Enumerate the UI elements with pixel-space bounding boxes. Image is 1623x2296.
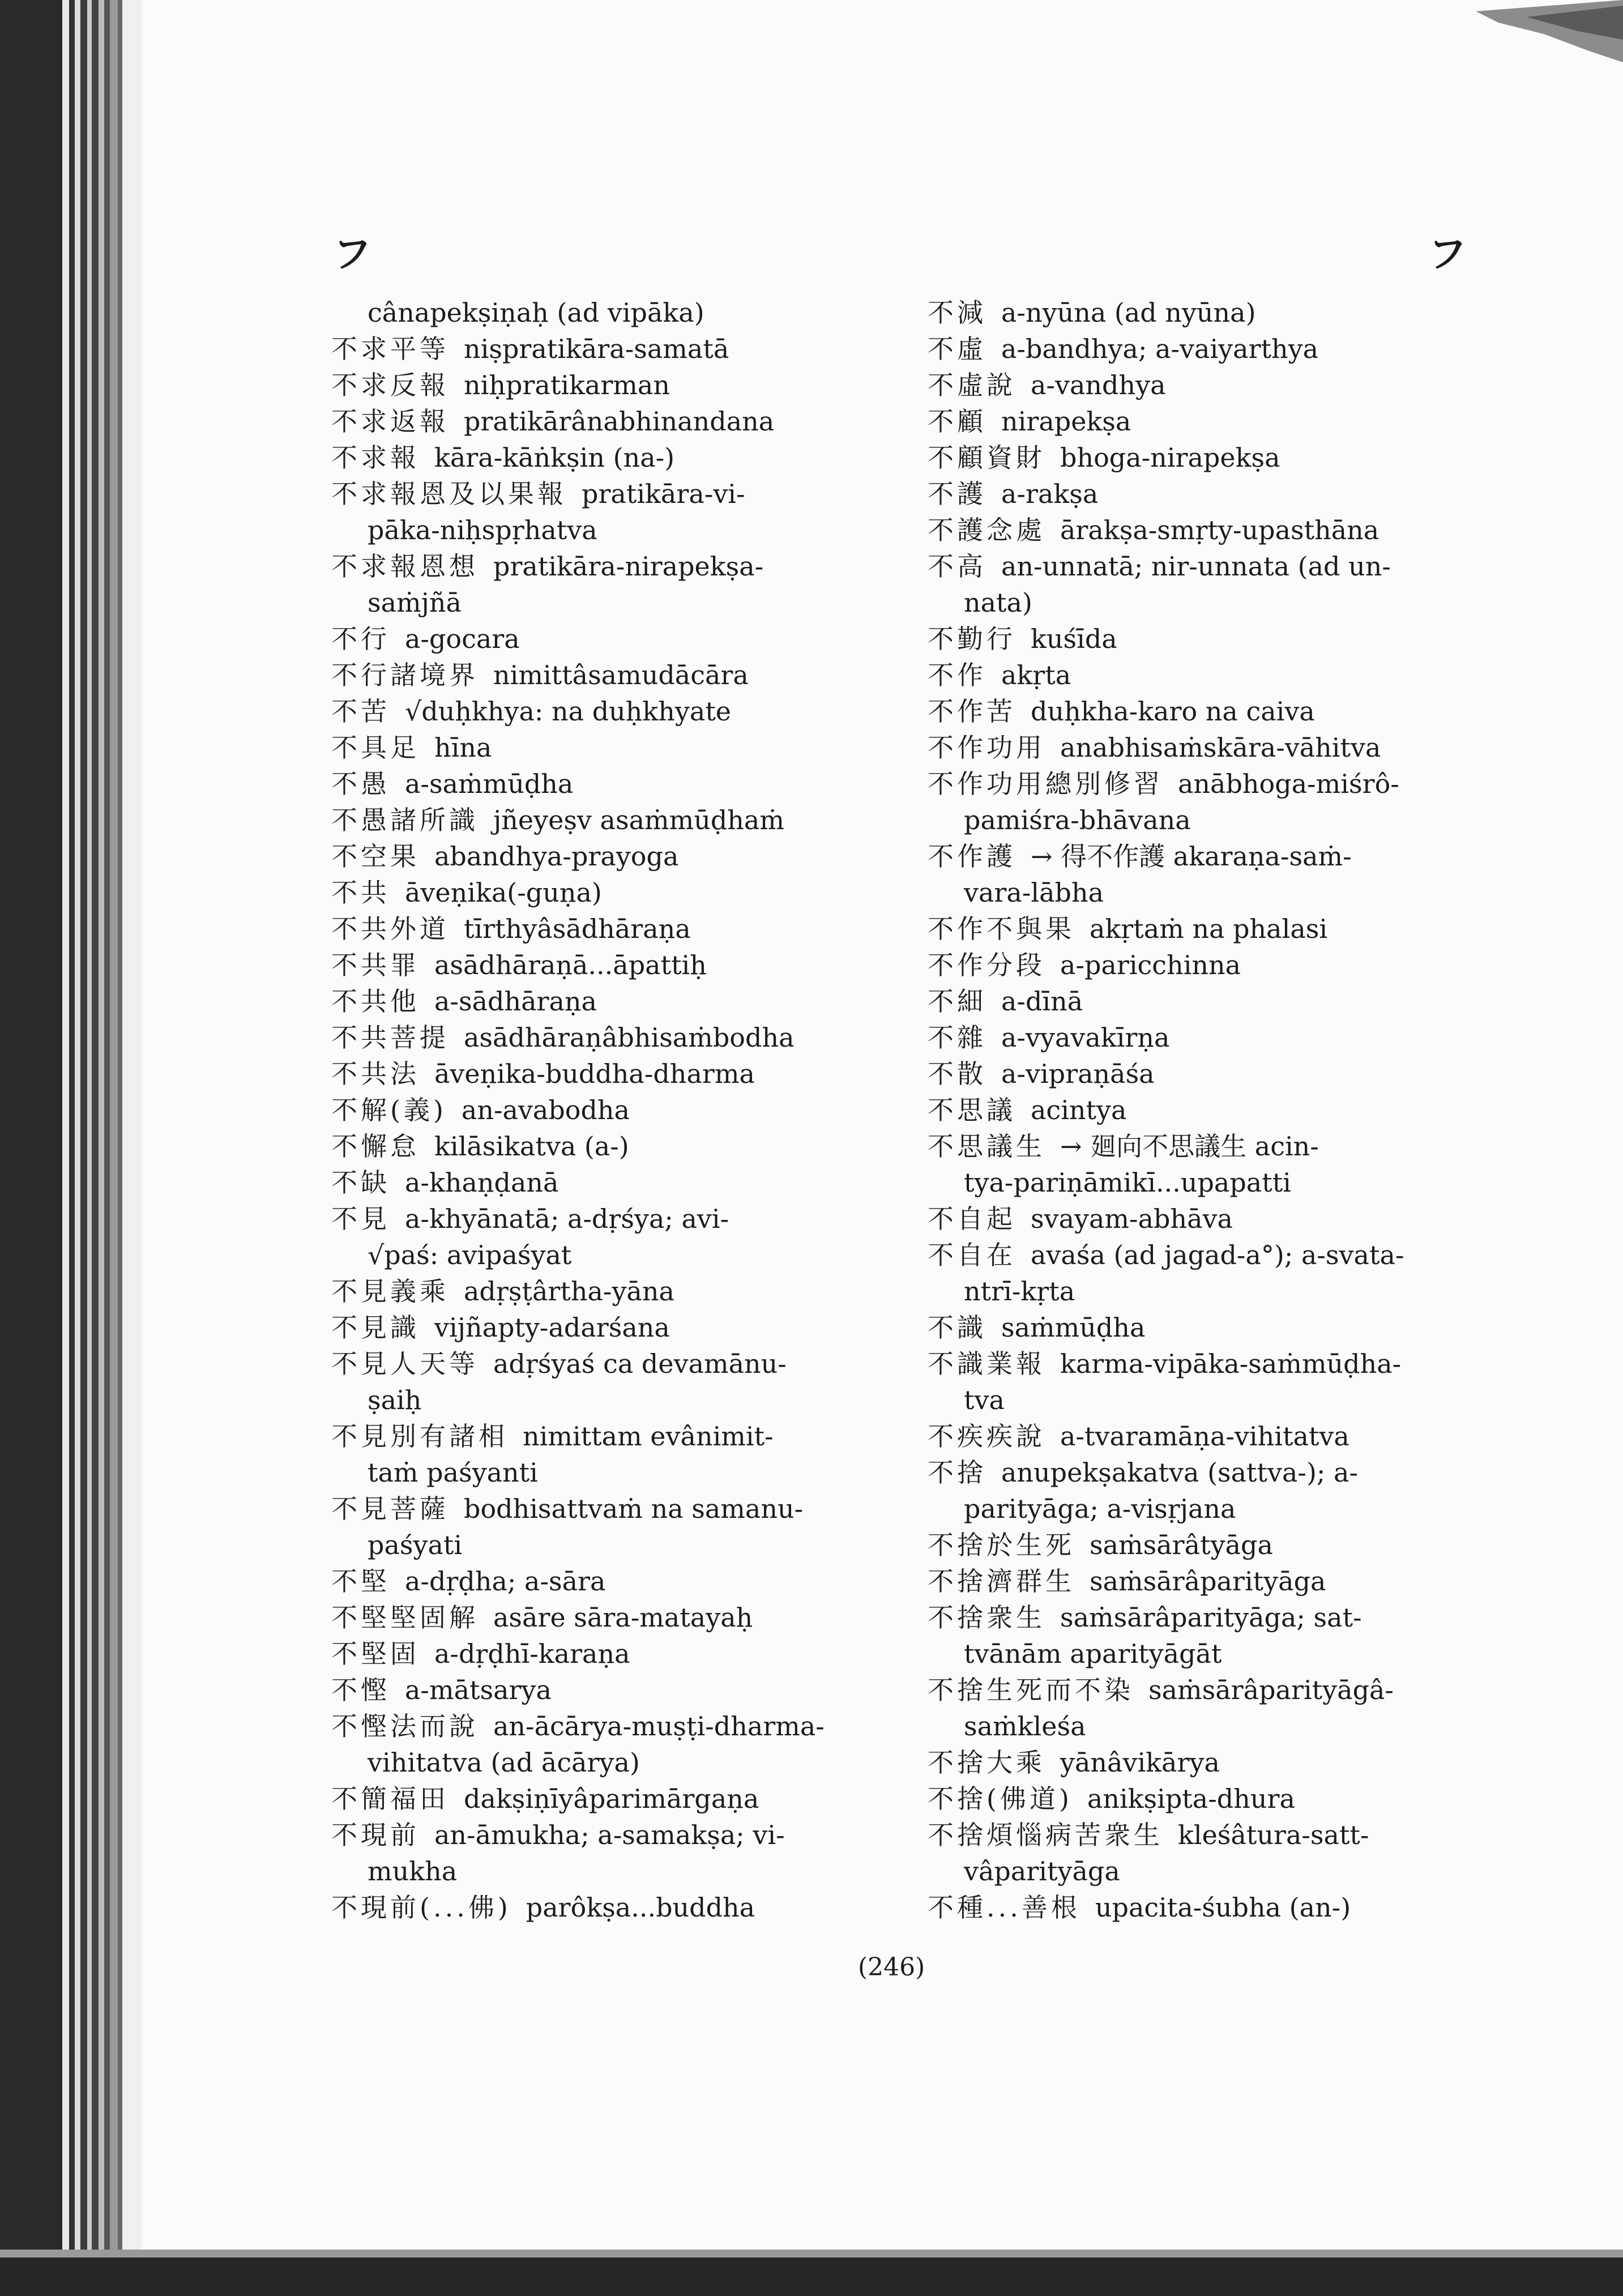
entry-headword: 不求報恩及以果報 <box>331 479 567 509</box>
dictionary-entry <box>928 1056 1466 1092</box>
entry-sanskrit: saṁsārâparityāgâ- <box>1148 1675 1394 1705</box>
dictionary-entry <box>928 1817 1466 1853</box>
dictionary-entry <box>928 1563 1466 1599</box>
entry-sanskrit: acintya <box>1031 1095 1127 1125</box>
dictionary-entry <box>331 331 881 367</box>
entry-headword: 不捨衆生 <box>928 1602 1045 1633</box>
entry-sanskrit: a-saṁmūḍha <box>405 769 574 799</box>
dictionary-entry <box>928 1889 1466 1926</box>
entry-headword: 不見菩薩 <box>331 1493 449 1524</box>
dictionary-entry <box>331 657 881 693</box>
entry-sanskrit: a-dīnā <box>1001 986 1083 1017</box>
left-column <box>331 295 881 1926</box>
entry-continuation: mukha <box>368 1856 458 1887</box>
entry-sanskrit: nirapekṣa <box>1001 406 1131 437</box>
entry-headword: 不雜 <box>928 1022 986 1053</box>
dictionary-entry <box>928 1599 1466 1636</box>
dictionary-entry <box>928 1128 1466 1164</box>
dictionary-entry <box>331 1781 881 1817</box>
entry-headword: 不求反報 <box>331 370 449 400</box>
dictionary-entry <box>331 911 881 947</box>
entry-headword: 不種...善根 <box>928 1892 1080 1923</box>
entry-sanskrit: yānâvikārya <box>1060 1747 1220 1778</box>
entry-headword: 不慳法而說 <box>331 1711 479 1742</box>
entry-headword: 不愚 <box>331 769 390 799</box>
entry-sanskrit: anabhisaṁskāra-vāhitva <box>1060 732 1381 763</box>
dictionary-entry <box>331 1636 881 1672</box>
dictionary-entry <box>331 1491 881 1527</box>
dictionary-entry <box>928 947 1466 983</box>
dictionary-entry <box>928 729 1466 766</box>
entry-sanskrit: avaśa (ad jagad-a°); a-svata- <box>1031 1240 1404 1270</box>
entry-headword: 不懈怠 <box>331 1131 420 1162</box>
entry-headword: 不識 <box>928 1312 986 1343</box>
entry-headword: 不作分段 <box>928 950 1045 980</box>
entry-sanskrit: a-vandhya <box>1031 370 1166 400</box>
entry-continuation: saṁjñā <box>368 587 462 618</box>
dictionary-entry <box>331 1092 881 1128</box>
dictionary-entry <box>331 693 881 729</box>
entry-sanskrit: a-dṛḍha; a-sāra <box>405 1566 606 1597</box>
entry-continuation: vâparityāga <box>964 1856 1120 1887</box>
entry-headword: 不捨生死而不染 <box>928 1675 1134 1705</box>
dictionary-entry <box>331 1019 881 1056</box>
entry-sanskrit: nimittâsamudācāra <box>493 660 749 690</box>
entry-sanskrit: an-ācārya-muṣṭi-dharma- <box>493 1711 825 1742</box>
dictionary-entry <box>331 1708 881 1744</box>
dictionary-entry <box>928 1346 1466 1382</box>
entry-continuation: tvānām aparityāgāt <box>964 1638 1222 1669</box>
entry-headword: 不見別有諸相 <box>331 1421 508 1452</box>
entry-sanskrit: an-unnatā; nir-unnata (ad un- <box>1001 551 1391 582</box>
dictionary-entry <box>928 911 1466 947</box>
entry-headword: 不求報 <box>331 442 420 473</box>
book-spine-shadow <box>0 0 142 2296</box>
entry-continuation: √paś: avipaśyat <box>368 1240 572 1270</box>
dictionary-entry <box>331 1273 881 1309</box>
dictionary-entry <box>928 476 1466 512</box>
entry-sanskrit: anābhoga-miśrô- <box>1178 769 1399 799</box>
running-header-left: フ <box>333 232 372 277</box>
entry-headword: 不行諸境界 <box>331 660 479 690</box>
dictionary-entry <box>331 621 881 657</box>
entry-sanskrit: adṛśyaś ca devamānu- <box>493 1348 787 1379</box>
dictionary-entry <box>928 295 1466 331</box>
entry-headword: 不作不與果 <box>928 914 1075 944</box>
dictionary-entry <box>928 1744 1466 1781</box>
entry-sanskrit: akṛta <box>1001 660 1071 690</box>
entry-sanskrit: abandhya-prayoga <box>434 841 679 872</box>
dictionary-entry <box>331 439 881 476</box>
dictionary-entry <box>928 766 1466 802</box>
entry-sanskrit: upacita-śubha (an-) <box>1095 1892 1351 1923</box>
dictionary-entry <box>331 403 881 439</box>
entry-sanskrit: ārakṣa-smṛty-upasthāna <box>1060 515 1379 545</box>
entry-sanskrit: an-āmukha; a-samakṣa; vi- <box>434 1820 785 1850</box>
entry-sanskrit: adṛṣṭârtha-yāna <box>464 1276 674 1307</box>
entry-continuation: tva <box>964 1385 1005 1415</box>
entry-headword: 不求報恩想 <box>331 551 479 582</box>
entry-headword: 不捨煩惱病苦衆生 <box>928 1820 1163 1850</box>
entry-headword: 不顧資財 <box>928 442 1045 473</box>
right-column <box>928 295 1466 1926</box>
entry-headword: 不捨於生死 <box>928 1530 1075 1560</box>
entry-sanskrit: a-vipraṇāśa <box>1001 1059 1155 1089</box>
entry-headword: 不捨(佛道) <box>928 1783 1073 1814</box>
entry-headword: 不捨 <box>928 1457 986 1488</box>
entry-headword: 不作苦 <box>928 696 1016 727</box>
dictionary-entry <box>331 1346 881 1382</box>
entry-sanskrit: a-paricchinna <box>1060 950 1241 980</box>
entry-headword: 不護念處 <box>928 515 1045 545</box>
dictionary-entry <box>928 1527 1466 1563</box>
entry-headword: 不苦 <box>331 696 390 727</box>
entry-sanskrit: asāre sāra-matayaḥ <box>493 1602 753 1633</box>
dictionary-entry <box>331 838 881 874</box>
entry-headword: 不勤行 <box>928 624 1016 654</box>
dictionary-entry <box>331 983 881 1019</box>
dictionary-entry <box>331 1164 881 1201</box>
entry-continuation: pamiśra-bhāvana <box>964 805 1191 835</box>
entry-headword: 不具足 <box>331 732 420 763</box>
dictionary-entry <box>331 1889 881 1926</box>
entry-headword: 不堅 <box>331 1566 390 1597</box>
entry-headword: 不堅固 <box>331 1638 420 1669</box>
entry-sanskrit: a-nyūna (ad nyūna) <box>1001 297 1256 328</box>
entry-sanskrit: niḥpratikarman <box>464 370 670 400</box>
dictionary-entry <box>928 983 1466 1019</box>
dictionary-entry <box>928 1781 1466 1817</box>
entry-headword: 不簡福田 <box>331 1783 449 1814</box>
entry-sanskrit: saṁsārâparityāga <box>1090 1566 1326 1597</box>
scan-bottom-band <box>0 2250 1623 2296</box>
dictionary-entry <box>928 838 1466 874</box>
entry-headword: 不堅堅固解 <box>331 1602 479 1633</box>
entry-sanskrit: a-tvaramāṇa-vihitatva <box>1060 1421 1349 1452</box>
entry-headword: 不顧 <box>928 406 986 437</box>
entry-headword: 不護 <box>928 479 986 509</box>
entry-sanskrit: bhoga-nirapekṣa <box>1060 442 1280 473</box>
entry-headword: 不高 <box>928 551 986 582</box>
entry-headword: 不共菩提 <box>331 1022 449 1053</box>
entry-headword: 不減 <box>928 297 986 328</box>
entry-sanskrit: duḥkha-karo na caiva <box>1031 696 1315 727</box>
dictionary-entry <box>331 367 881 403</box>
entry-headword: 不作功用 <box>928 732 1045 763</box>
entry-headword: 不共他 <box>331 986 420 1017</box>
entry-headword: 不自在 <box>928 1240 1016 1270</box>
entry-sanskrit: pratikāra-nirapekṣa- <box>493 551 764 582</box>
page-number: (246) <box>858 1953 925 1982</box>
entry-sanskrit: kilāsikatva (a-) <box>434 1131 629 1162</box>
dictionary-entry <box>331 1418 881 1454</box>
entry-headword: 不共法 <box>331 1059 420 1089</box>
entry-sanskrit: dakṣiṇīyâparimārgaṇa <box>464 1783 759 1814</box>
entry-sanskrit: → 得不作護 akaraṇa-saṁ- <box>1031 841 1352 872</box>
entry-headword: 不虛說 <box>928 370 1016 400</box>
entry-headword: 不虛 <box>928 334 986 364</box>
entry-headword: 不識業報 <box>928 1348 1045 1379</box>
dictionary-entry <box>928 548 1466 584</box>
entry-headword: 不思議 <box>928 1095 1016 1125</box>
entry-headword: 不作功用總別修習 <box>928 769 1163 799</box>
dictionary-entry <box>928 1092 1466 1128</box>
dictionary-entry <box>928 367 1466 403</box>
entry-headword: 不求返報 <box>331 406 449 437</box>
dictionary-entry <box>331 548 881 584</box>
dictionary-entry <box>331 1128 881 1164</box>
dictionary-entry <box>928 512 1466 548</box>
dictionary-entry <box>928 403 1466 439</box>
entry-sanskrit: a-mātsarya <box>405 1675 552 1705</box>
dictionary-entry <box>331 874 881 911</box>
entry-sanskrit: vijñapty-adarśana <box>434 1312 670 1343</box>
entry-sanskrit: parôkṣa...buddha <box>526 1892 755 1923</box>
entry-sanskrit: āveṇika(-guṇa) <box>405 877 602 908</box>
entry-continuation: vihitatva (ad ācārya) <box>368 1747 640 1778</box>
entry-headword: 不解(義) <box>331 1095 447 1125</box>
dictionary-entry <box>331 1563 881 1599</box>
entry-headword: 不自起 <box>928 1204 1016 1234</box>
entry-headword: 不求平等 <box>331 334 449 364</box>
entry-headword: 不捨大乘 <box>928 1747 1045 1778</box>
dictionary-entry <box>928 439 1466 476</box>
dictionary-entry <box>928 621 1466 657</box>
entry-sanskrit: anupekṣakatva (sattva-); a- <box>1001 1457 1359 1488</box>
entry-headword: 不缺 <box>331 1167 390 1198</box>
entry-sanskrit: a-bandhya; a-vaiyarthya <box>1001 334 1319 364</box>
entry-continuation: tya-pariṇāmikī...upapatti <box>964 1167 1291 1198</box>
dictionary-entry <box>331 729 881 766</box>
entry-continuation: nata) <box>964 587 1032 618</box>
entry-continuation: saṁkleśa <box>964 1711 1086 1742</box>
entry-continuation: parityāga; a-visṛjana <box>964 1493 1236 1524</box>
entry-sanskrit: saṁsārâparityāga; sat- <box>1060 1602 1362 1633</box>
entry-continuation: taṁ paśyanti <box>368 1457 538 1488</box>
dictionary-entry <box>331 766 881 802</box>
entry-sanskrit: svayam-abhāva <box>1031 1204 1233 1234</box>
entry-sanskrit: āveṇika-buddha-dharma <box>434 1059 755 1089</box>
entry-sanskrit: saṁsārâtyāga <box>1090 1530 1273 1560</box>
entry-sanskrit: a-gocara <box>405 624 520 654</box>
entry-sanskrit: jñeyeṣv asaṁmūḍhaṁ <box>493 805 784 835</box>
entry-sanskrit: anikṣipta-dhura <box>1087 1783 1295 1814</box>
entry-sanskrit: kāra-kāṅkṣin (na-) <box>434 442 675 473</box>
dictionary-entry <box>928 1237 1466 1273</box>
entry-sanskrit: → 廻向不思議生 acin- <box>1060 1131 1319 1162</box>
entry-headword: 不見人天等 <box>331 1348 479 1379</box>
entry-headword: 不細 <box>928 986 986 1017</box>
entry-headword: 不共罪 <box>331 950 420 980</box>
entry-continuation: vara-lābha <box>964 877 1104 908</box>
entry-sanskrit: bodhisattvaṁ na samanu- <box>464 1493 804 1524</box>
entry-headword: 不現前(...佛) <box>331 1892 511 1923</box>
entry-headword: 不見義乘 <box>331 1276 449 1307</box>
entry-sanskrit: a-rakṣa <box>1001 479 1099 509</box>
entry-sanskrit: akṛtaṁ na phalasi <box>1090 914 1328 944</box>
dictionary-entry <box>928 1418 1466 1454</box>
dictionary-entry <box>331 1201 881 1237</box>
entry-sanskrit: karma-vipāka-saṁmūḍha- <box>1060 1348 1402 1379</box>
entry-headword: 不慳 <box>331 1675 390 1705</box>
entry-headword: 不思議生 <box>928 1131 1045 1162</box>
entry-headword: 不行 <box>331 624 390 654</box>
dictionary-entry <box>331 802 881 838</box>
entry-sanskrit: asādhāraṇā...āpattiḥ <box>434 950 707 980</box>
entry-sanskrit: a-vyavakīrṇa <box>1001 1022 1170 1053</box>
entry-headword: 不作護 <box>928 841 1016 872</box>
entry-headword: 不見識 <box>331 1312 420 1343</box>
entry-sanskrit: saṁmūḍha <box>1001 1312 1146 1343</box>
entry-headword: 不空果 <box>331 841 420 872</box>
dictionary-entry <box>331 947 881 983</box>
dictionary-entry <box>331 1309 881 1346</box>
entry-headword: 不共外道 <box>331 914 449 944</box>
entry-headword: 不作 <box>928 660 986 690</box>
entry-sanskrit: √duḥkhya: na duḥkhyate <box>405 696 732 727</box>
entry-sanskrit: nimittam evânimit- <box>523 1421 774 1452</box>
running-header-right: フ <box>1428 232 1467 277</box>
entry-continuation: pāka-niḥspṛhatva <box>368 515 597 545</box>
entry-sanskrit: a-khaṇḍanā <box>405 1167 559 1198</box>
entry-headword: 不見 <box>331 1204 390 1234</box>
dictionary-entry <box>331 1599 881 1636</box>
dictionary-entry <box>928 1309 1466 1346</box>
dictionary-entry <box>928 331 1466 367</box>
dictionary-entry <box>331 476 881 512</box>
entry-continuation: cânapekṣiṇaḥ (ad vipāka) <box>368 297 704 328</box>
dictionary-entry <box>331 1056 881 1092</box>
entry-sanskrit: kleśâtura-satt- <box>1178 1820 1369 1850</box>
entry-headword: 不共 <box>331 877 390 908</box>
dictionary-entry <box>928 657 1466 693</box>
entry-headword: 不疾疾說 <box>928 1421 1045 1452</box>
dictionary-entry <box>331 1672 881 1708</box>
entry-sanskrit: an-avabodha <box>461 1095 630 1125</box>
entry-sanskrit: pratikārânabhinandana <box>464 406 775 437</box>
dictionary-entry <box>928 693 1466 729</box>
entry-sanskrit: tīrthyâsādhāraṇa <box>464 914 691 944</box>
entry-continuation: ṣaiḥ <box>368 1385 422 1415</box>
entry-sanskrit: hīna <box>434 732 492 763</box>
entry-sanskrit: kuśīda <box>1031 624 1117 654</box>
entry-sanskrit: asādhāraṇâbhisaṁbodha <box>464 1022 795 1053</box>
dictionary-entry <box>928 1019 1466 1056</box>
entry-sanskrit: a-dṛḍhī-karaṇa <box>434 1638 630 1669</box>
entry-headword: 不捨濟群生 <box>928 1566 1075 1597</box>
dictionary-entry <box>928 1454 1466 1491</box>
entry-sanskrit: niṣpratikāra-samatā <box>464 334 729 364</box>
entry-sanskrit: a-sādhāraṇa <box>434 986 597 1017</box>
dictionary-entry <box>331 1817 881 1853</box>
entry-headword: 不現前 <box>331 1820 420 1850</box>
dictionary-entry <box>928 1672 1466 1708</box>
entry-headword: 不愚諸所識 <box>331 805 479 835</box>
entry-sanskrit: a-khyānatā; a-dṛśya; avi- <box>405 1204 729 1234</box>
scan-corner-shadow <box>1476 0 1623 91</box>
entry-continuation: ntrī-kṛta <box>964 1276 1075 1307</box>
entry-sanskrit: pratikāra-vi- <box>582 479 745 509</box>
entry-continuation: paśyati <box>368 1530 463 1560</box>
entry-headword: 不散 <box>928 1059 986 1089</box>
dictionary-entry <box>928 1201 1466 1237</box>
